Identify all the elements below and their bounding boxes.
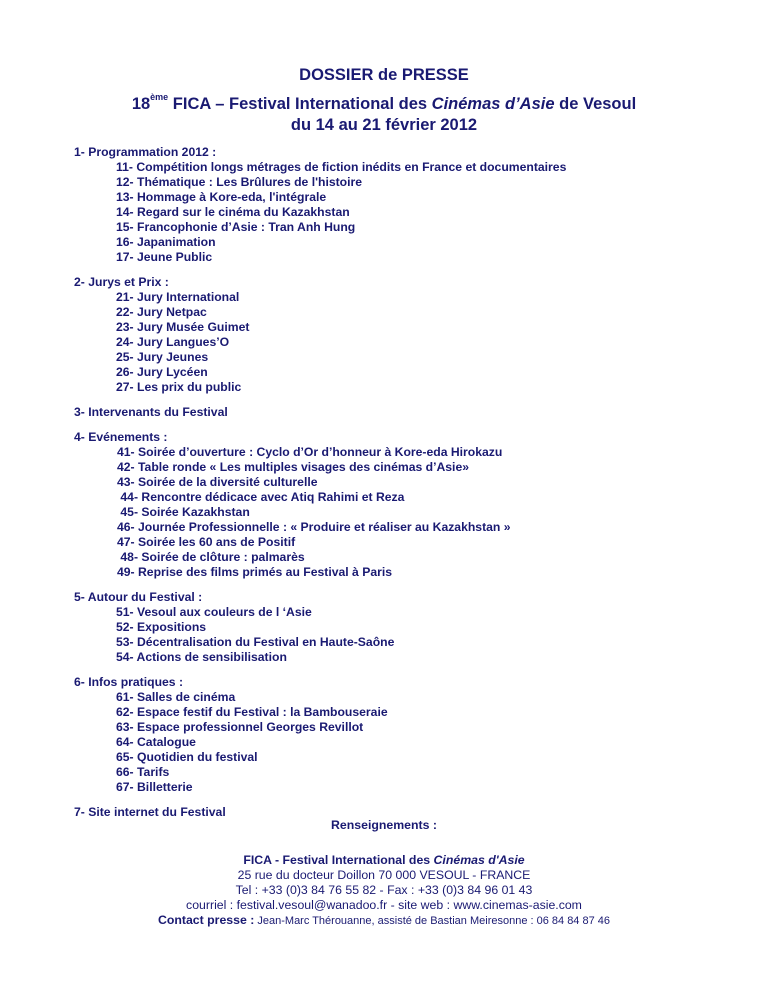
festival-line: [0, 92, 768, 114]
footer-phone: Tel : +33 (0)3 84 76 55 82 - Fax : +33 (0)3 84 96 01 43: [235, 883, 533, 897]
toc-item: 25- Jury Jeunes: [116, 350, 209, 364]
footer-contact: [0, 913, 768, 929]
toc-item: 64- Catalogue: [116, 735, 196, 749]
toc-item: 62- Espace festif du Festival : la Bambouseraie: [116, 705, 388, 719]
toc-item: 24- Jury Langues’O: [116, 335, 230, 349]
footer-org-a: FICA - Festival International des: [243, 853, 434, 867]
footer-org-italic: Cinémas d'Asie: [433, 853, 525, 867]
toc-item: 44- Rencontre dédicace avec Atiq Rahimi et Reza: [117, 490, 405, 504]
toc-item: 43- Soirée de la diversité culturelle: [117, 475, 318, 489]
toc-section-title: 6- Infos pratiques :: [74, 675, 184, 689]
toc-item: 21- Jury International: [116, 290, 240, 304]
renseignements-heading: Renseignements :: [331, 818, 437, 832]
toc-item: 46- Journée Professionnelle : « Produire et réaliser au Kazakhstan »: [117, 520, 511, 534]
toc-item: 16- Japanimation: [116, 235, 216, 249]
toc-section-title: 3- Intervenants du Festival: [74, 405, 228, 419]
contact-text: Jean-Marc Thérouanne, assisté de Bastian Meiresonne : 06 84 84 87 46: [254, 915, 611, 927]
toc-section-title: 2- Jurys et Prix :: [74, 275, 169, 289]
toc-item: 53- Décentralisation du Festival en Haute-Saône: [116, 635, 395, 649]
toc-section: [74, 275, 734, 395]
toc-section: [74, 405, 734, 420]
festival-name-a: FICA – Festival International des: [172, 95, 432, 113]
toc-item: 63- Espace professionnel Georges Revillot: [116, 720, 364, 734]
toc-section: [74, 590, 734, 665]
toc-item: 22- Jury Netpac: [116, 305, 207, 319]
footer-email: courriel : festival.vesoul@wanadoo.fr - site web : www.cinemas-asie.com: [186, 898, 582, 912]
toc-section: [74, 145, 734, 265]
edition-number: 18: [131, 95, 151, 113]
footer: [0, 818, 768, 929]
toc-item: 66- Tarifs: [116, 765, 170, 779]
page-title: DOSSIER de PRESSE: [299, 66, 469, 84]
festival-dates: du 14 au 21 février 2012: [290, 116, 478, 134]
festival-name-b: de Vesoul: [554, 95, 637, 113]
toc-item: 13- Hommage à Kore-eda, l'intégrale: [116, 190, 327, 204]
toc-item: 14- Regard sur le cinéma du Kazakhstan: [116, 205, 350, 219]
toc-item: 51- Vesoul aux couleurs de l ‘Asie: [116, 605, 312, 619]
toc-section-title: 1- Programmation 2012 :: [74, 145, 217, 159]
toc-item: 15- Francophonie d’Asie : Tran Anh Hung: [116, 220, 356, 234]
toc-item: 26- Jury Lycéen: [116, 365, 208, 379]
contact-label: Contact presse :: [157, 913, 255, 927]
toc-item: 54- Actions de sensibilisation: [116, 650, 287, 664]
footer-address: 25 rue du docteur Doillon 70 000 VESOUL - FRANCE: [237, 868, 531, 882]
toc-item: 17- Jeune Public: [116, 250, 213, 264]
toc-item: 48- Soirée de clôture : palmarès: [117, 550, 305, 564]
toc-item: 61- Salles de cinéma: [116, 690, 236, 704]
festival-name-italic: Cinémas d’Asie: [431, 95, 555, 113]
toc-item: 52- Expositions: [116, 620, 207, 634]
toc-item: 41- Soirée d’ouverture : Cyclo d’Or d’honneur à Kore-eda Hirokazu: [117, 445, 503, 459]
toc-section: [74, 675, 734, 795]
toc-item: 67- Billetterie: [116, 780, 193, 794]
toc-section-title: 4- Evénements :: [74, 430, 168, 444]
toc-section: [74, 430, 734, 580]
toc-section-title: 7- Site internet du Festival: [74, 805, 226, 819]
toc-item: 42- Table ronde « Les multiples visages des cinémas d’Asie»: [117, 460, 470, 474]
toc-item: 27- Les prix du public: [116, 380, 242, 394]
toc-item: 65- Quotidien du festival: [116, 750, 258, 764]
footer-org-name: [0, 853, 768, 868]
toc-item: 23- Jury Musée Guimet: [116, 320, 250, 334]
toc-item: 11- Compétition longs métrages de fiction inédits en France et documentaires: [116, 160, 567, 174]
toc-item: 49- Reprise des films primés au Festival à Paris: [117, 565, 393, 579]
toc-section-title: 5- Autour du Festival :: [74, 590, 203, 604]
edition-superscript: ème: [150, 92, 169, 102]
toc-item: 12- Thématique : Les Brûlures de l'histoire: [116, 175, 363, 189]
toc-item: 45- Soirée Kazakhstan: [117, 505, 250, 519]
table-of-contents: [74, 145, 734, 830]
toc-item: 47- Soirée les 60 ans de Positif: [117, 535, 296, 549]
